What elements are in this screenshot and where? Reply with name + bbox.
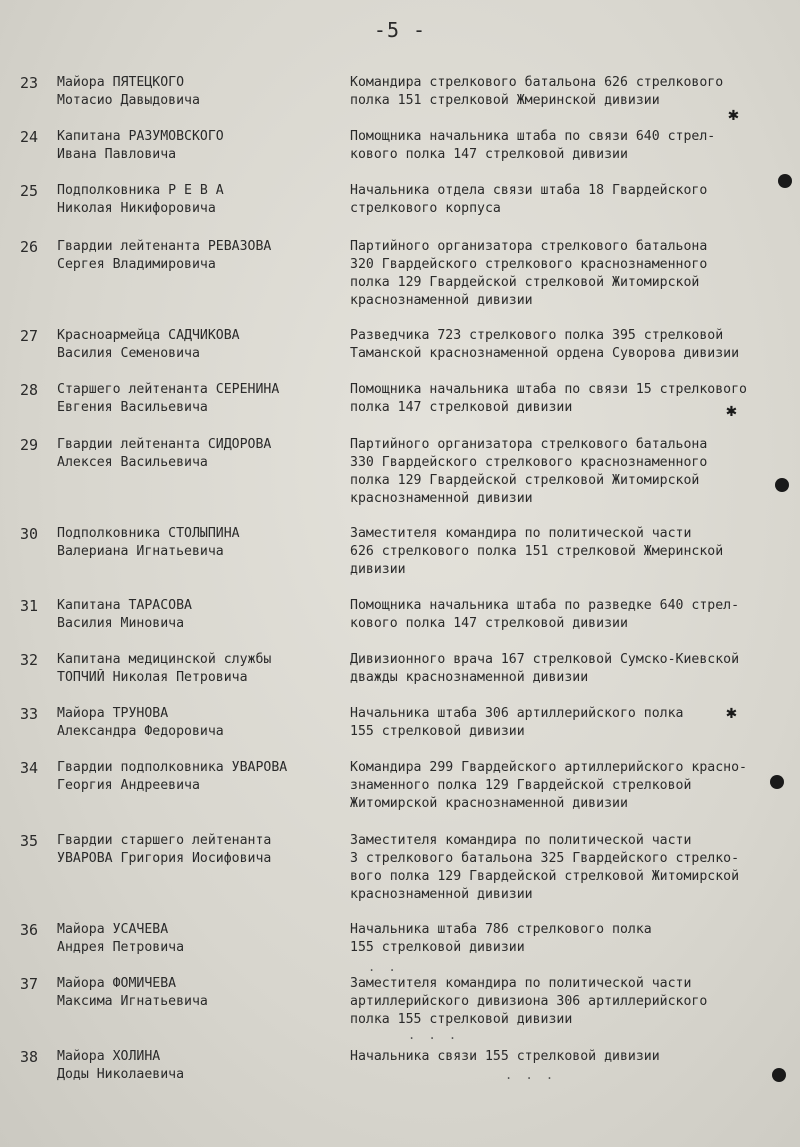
- position-line: Командира 299 Гвардейского артиллерийского красно-: [350, 760, 747, 775]
- person-name: [57, 525, 342, 561]
- position-line: вого полка 129 Гвардейской стрелковой Житомирской: [350, 869, 740, 884]
- person-name-line: Максима Игнатьевича: [57, 994, 208, 1009]
- person-name-line: Александра Федоровича: [57, 724, 224, 739]
- person-name-line: Гвардии лейтенанта РЕВАЗОВА: [57, 239, 272, 254]
- entry-number: 24: [20, 128, 39, 146]
- person-name-line: УВАРОВА Григория Иосифовича: [57, 851, 272, 866]
- check-mark-icon: ✱: [726, 400, 737, 421]
- position-description: [350, 921, 795, 957]
- person-name: [57, 238, 342, 274]
- person-name-line: Подполковника СТОЛЫПИНА: [57, 526, 240, 541]
- position-line: краснознаменной дивизии: [350, 293, 533, 308]
- position-line: Партийного организатора стрелкового батальона: [350, 437, 708, 452]
- position-line: стрелкового корпуса: [350, 201, 501, 216]
- position-description: [350, 327, 795, 363]
- person-name-line: Гвардии подполковника УВАРОВА: [57, 760, 288, 775]
- entry-number: 33: [20, 705, 39, 723]
- person-name-line: Майора ХОЛИНА: [57, 1049, 161, 1064]
- position-line: кового полка 147 стрелковой дивизии: [350, 616, 628, 631]
- position-description: [350, 128, 795, 164]
- entry-number: 26: [20, 238, 39, 256]
- person-name: [57, 1048, 342, 1084]
- person-name-line: Красноармейца САДЧИКОВА: [57, 328, 240, 343]
- person-name-line: Капитана медицинской службы: [57, 652, 272, 667]
- person-name-line: Георгия Андреевича: [57, 778, 200, 793]
- position-line: краснознаменной дивизии: [350, 491, 533, 506]
- person-name-line: Майора ФОМИЧЕВА: [57, 976, 177, 991]
- dot-marks: . . .: [505, 1068, 557, 1082]
- person-name-line: Ивана Павловича: [57, 147, 177, 162]
- position-line: Начальника штаба 306 артиллерийского полка: [350, 706, 684, 721]
- position-line: Помощника начальника штаба по связи 15 стрелкового: [350, 382, 747, 397]
- entry-number: 34: [20, 759, 39, 777]
- position-line: Заместителя командира по политической части: [350, 833, 692, 848]
- person-name-line: Капитана ТАРАСОВА: [57, 598, 192, 613]
- person-name-line: Василия Миновича: [57, 616, 185, 631]
- position-line: 155 стрелковой дивизии: [350, 940, 525, 955]
- entry-number: 23: [20, 74, 39, 92]
- position-line: артиллерийского дивизиона 306 артиллерийского: [350, 994, 708, 1009]
- ink-blot: [770, 775, 784, 789]
- position-line: полка 129 Гвардейской стрелковой Житомирской: [350, 275, 700, 290]
- entry-number: 36: [20, 921, 39, 939]
- person-name: [57, 759, 342, 795]
- page-number: -5 -: [373, 18, 427, 42]
- position-line: полка 151 стрелковой Жмеринской дивизии: [350, 93, 660, 108]
- entry-number: 28: [20, 381, 39, 399]
- person-name-line: Евгения Васильевича: [57, 400, 208, 415]
- person-name: [57, 705, 342, 741]
- position-line: дивизии: [350, 562, 406, 577]
- person-name-line: Подполковника Р Е В А: [57, 183, 224, 198]
- entry-number: 25: [20, 182, 39, 200]
- entry-number: 37: [20, 975, 39, 993]
- position-line: Командира стрелкового батальона 626 стрелкового: [350, 75, 724, 90]
- person-name: [57, 128, 342, 164]
- person-name: [57, 921, 342, 957]
- entry-number: 31: [20, 597, 39, 615]
- position-description: [350, 238, 795, 310]
- position-description: [350, 436, 795, 508]
- position-line: знаменного полка 129 Гвардейской стрелковой: [350, 778, 692, 793]
- position-line: Партийного организатора стрелкового батальона: [350, 239, 708, 254]
- position-line: 320 Гвардейского стрелкового краснознаменного: [350, 257, 708, 272]
- person-name-line: Василия Семеновича: [57, 346, 200, 361]
- person-name-line: Гвардии лейтенанта СИДОРОВА: [57, 437, 272, 452]
- person-name-line: Сергея Владимировича: [57, 257, 216, 272]
- person-name: [57, 327, 342, 363]
- person-name: [57, 832, 342, 868]
- person-name-line: Алексея Васильевича: [57, 455, 208, 470]
- person-name-line: Валериана Игнатьевича: [57, 544, 224, 559]
- ink-blot: [778, 174, 792, 188]
- entry-number: 35: [20, 832, 39, 850]
- position-line: Разведчика 723 стрелкового полка 395 стрелковой: [350, 328, 724, 343]
- position-line: Заместителя командира по политической части: [350, 526, 692, 541]
- position-line: Житомирской краснознаменной дивизии: [350, 796, 628, 811]
- position-line: дважды краснознаменной дивизии: [350, 670, 589, 685]
- position-description: [350, 1048, 795, 1066]
- person-name-line: Андрея Петровича: [57, 940, 185, 955]
- position-line: кового полка 147 стрелковой дивизии: [350, 147, 628, 162]
- person-name: [57, 651, 342, 687]
- position-line: Дивизионного врача 167 стрелковой Сумско-Киевской: [350, 652, 740, 667]
- person-name-line: Майора ТРУНОВА: [57, 706, 169, 721]
- person-name-line: Гвардии старшего лейтенанта: [57, 833, 272, 848]
- position-description: [350, 525, 795, 579]
- position-description: [350, 651, 795, 687]
- position-line: Помощника начальника штаба по разведке 640 стрел-: [350, 598, 740, 613]
- position-line: Начальника штаба 786 стрелкового полка: [350, 922, 652, 937]
- ink-blot: [772, 1068, 786, 1082]
- position-line: краснознаменной дивизии: [350, 887, 533, 902]
- person-name: [57, 381, 342, 417]
- position-description: [350, 832, 795, 904]
- person-name-line: Доды Николаевича: [57, 1067, 185, 1082]
- position-description: [350, 759, 795, 813]
- position-line: 330 Гвардейского стрелкового краснознаменного: [350, 455, 708, 470]
- position-description: [350, 975, 795, 1029]
- person-name-line: Старшего лейтенанта СЕРЕНИНА: [57, 382, 280, 397]
- check-mark-icon: ✱: [726, 702, 737, 723]
- entry-number: 32: [20, 651, 39, 669]
- entry-number: 29: [20, 436, 39, 454]
- entry-number: 27: [20, 327, 39, 345]
- entry-number: 30: [20, 525, 39, 543]
- person-name-line: Майора ПЯТЕЦКОГО: [57, 75, 185, 90]
- entry-number: 38: [20, 1048, 39, 1066]
- position-line: полка 147 стрелковой дивизии: [350, 400, 573, 415]
- position-line: Начальника отдела связи штаба 18 Гвардейского: [350, 183, 708, 198]
- person-name-line: Капитана РАЗУМОВСКОГО: [57, 129, 224, 144]
- person-name: [57, 74, 342, 110]
- position-line: 3 стрелкового батальона 325 Гвардейского стрелко-: [350, 851, 740, 866]
- position-description: [350, 597, 795, 633]
- position-description: [350, 182, 795, 218]
- position-line: полка 129 Гвардейской стрелковой Житомирской: [350, 473, 700, 488]
- position-line: Заместителя командира по политической части: [350, 976, 692, 991]
- position-line: 155 стрелковой дивизии: [350, 724, 525, 739]
- check-mark-icon: ✱: [728, 104, 739, 125]
- position-line: 626 стрелкового полка 151 стрелковой Жмеринской: [350, 544, 724, 559]
- dot-marks: . . .: [408, 1028, 460, 1042]
- position-line: Помощника начальника штаба по связи 640 стрел-: [350, 129, 716, 144]
- person-name: [57, 975, 342, 1011]
- person-name-line: ТОПЧИЙ Николая Петровича: [57, 670, 248, 685]
- position-line: Таманской краснознаменной ордена Суворова дивизии: [350, 346, 740, 361]
- person-name: [57, 597, 342, 633]
- person-name-line: Мотасио Давыдовича: [57, 93, 200, 108]
- position-line: полка 155 стрелковой дивизии: [350, 1012, 573, 1027]
- ink-blot: [775, 478, 789, 492]
- person-name-line: Николая Никифоровича: [57, 201, 216, 216]
- person-name: [57, 436, 342, 472]
- person-name-line: Майора УСАЧЕВА: [57, 922, 169, 937]
- dot-marks: . .: [368, 960, 399, 974]
- person-name: [57, 182, 342, 218]
- position-line: Начальника связи 155 стрелковой дивизии: [350, 1049, 660, 1064]
